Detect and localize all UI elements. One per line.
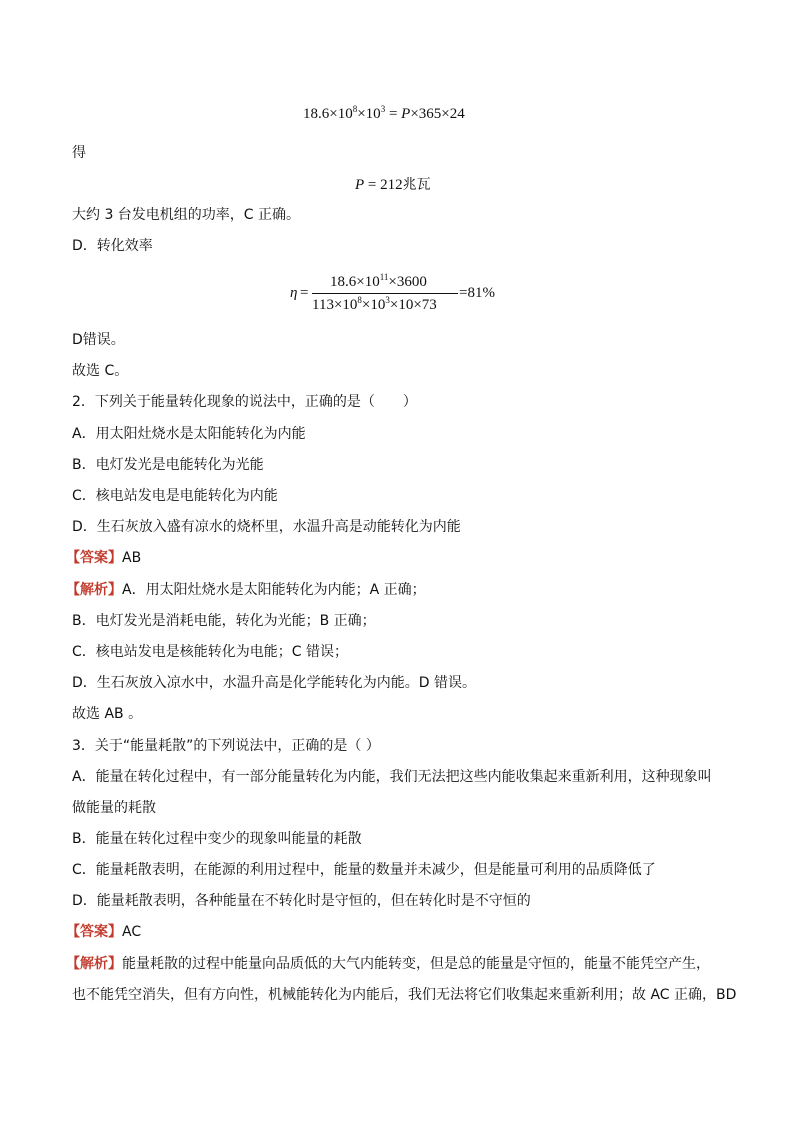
q3-stem: 3．关于“能量耗散”的下列说法中，正确的是（ ） [72, 738, 380, 754]
eq1-equals: = [385, 106, 402, 122]
text-d-efficiency: D．转化效率 [72, 238, 153, 254]
equation-energy [303, 106, 465, 123]
q2-analysis-3: D．生石灰放入凉水中，水温升高是化学能转化为内能。D 错误。 [72, 675, 477, 691]
q2-stem: 2．下列关于能量转化现象的说法中，正确的是（ ） [72, 394, 417, 410]
eq1-power-symbol: P [401, 106, 411, 122]
q2-option-d: D．生石灰放入盛有凉水的烧杯里，水温升高是动能转化为内能 [72, 519, 461, 535]
q3-analysis-1: 也不能凭空消失，但有方向性，机械能转化为内能后，我们无法将它们收集起来重新利用；故 AC 正确，BD [72, 987, 737, 1003]
answer-value: AB [122, 550, 142, 566]
eq1-exp1: 8 [352, 104, 358, 114]
q3-analysis-0: 【解析】能量耗散的过程中能量向品质低的大气内能转变，但是总的能量是守恒的，能量不能凭空产生， [66, 956, 710, 972]
q2-analysis-0: 【解析】A．用太阳灶烧水是太阳能转化为内能；A 正确； [66, 582, 426, 598]
q3-option-c: C．能量耗散表明，在能源的利用过程中，能量的数量并未减少，但是能量可利用的品质降低了 [72, 862, 656, 878]
q3-option-b: B．能量在转化过程中变少的现象叫能量的耗散 [72, 831, 362, 847]
q3-option-a-cont: 做能量的耗散 [72, 800, 156, 816]
q3-answer [66, 922, 141, 942]
eq1-exp2: 3 [380, 104, 386, 114]
eta-numerator: $18.6\times 10^{11}\times 3600$ [330, 272, 427, 290]
eta-denominator: $113\times 10^8\times 10^3\times 10\times 73$ [312, 295, 437, 313]
eta-result: =81% [459, 285, 495, 301]
eq1-rest: ×365×24 [410, 106, 465, 122]
answer-value: AC [122, 924, 142, 940]
text-choose-c: 故选 C。 [72, 363, 129, 379]
q2-option-b: B．电灯发光是电能转化为光能 [72, 457, 264, 473]
fraction-bar [312, 293, 458, 294]
eq1-value: 18.6 [303, 106, 330, 122]
q2-option-c: C．核电站发电是电能转化为内能 [72, 488, 278, 504]
q2-option-a: A．用太阳灶烧水是太阳能转化为内能 [72, 426, 306, 442]
eq1-times-ten-2: ×10 [357, 106, 381, 122]
eta-equals: = [300, 285, 309, 301]
eq2-unit: 兆瓦 [402, 177, 431, 193]
text-d-wrong: D错误。 [72, 332, 125, 348]
q2-answer [66, 548, 141, 568]
text-about3: 大约 3 台发电机组的功率，C 正确。 [72, 207, 301, 223]
text-de: 得 [72, 145, 86, 161]
analysis-tag: 【解析】 [66, 956, 122, 972]
answer-tag: 【答案】 [66, 550, 122, 566]
q2-analysis-4: 故选 AB 。 [72, 706, 143, 722]
q2-analysis-1: B．电灯发光是消耗电能，转化为光能；B 正确； [72, 613, 376, 629]
eq2-power-symbol: P [355, 177, 365, 193]
q2-analysis-2: C．核电站发电是核能转化为电能；C 错误； [72, 644, 348, 660]
eq2-value: = 212 [364, 177, 403, 193]
eta-symbol: η [290, 285, 298, 301]
answer-tag: 【答案】 [66, 924, 122, 940]
equation-power [355, 174, 431, 194]
q3-option-d: D．能量耗散表明，各种能量在不转化时是守恒的，但在转化时是不守恒的 [72, 893, 531, 909]
q3-option-a: A．能量在转化过程中，有一部分能量转化为内能，我们无法把这些内能收集起来重新利用，这种现象叫 [72, 769, 712, 785]
analysis-tag: 【解析】 [66, 582, 122, 598]
equation-efficiency [290, 272, 510, 318]
eq1-times-ten: ×10 [329, 106, 353, 122]
